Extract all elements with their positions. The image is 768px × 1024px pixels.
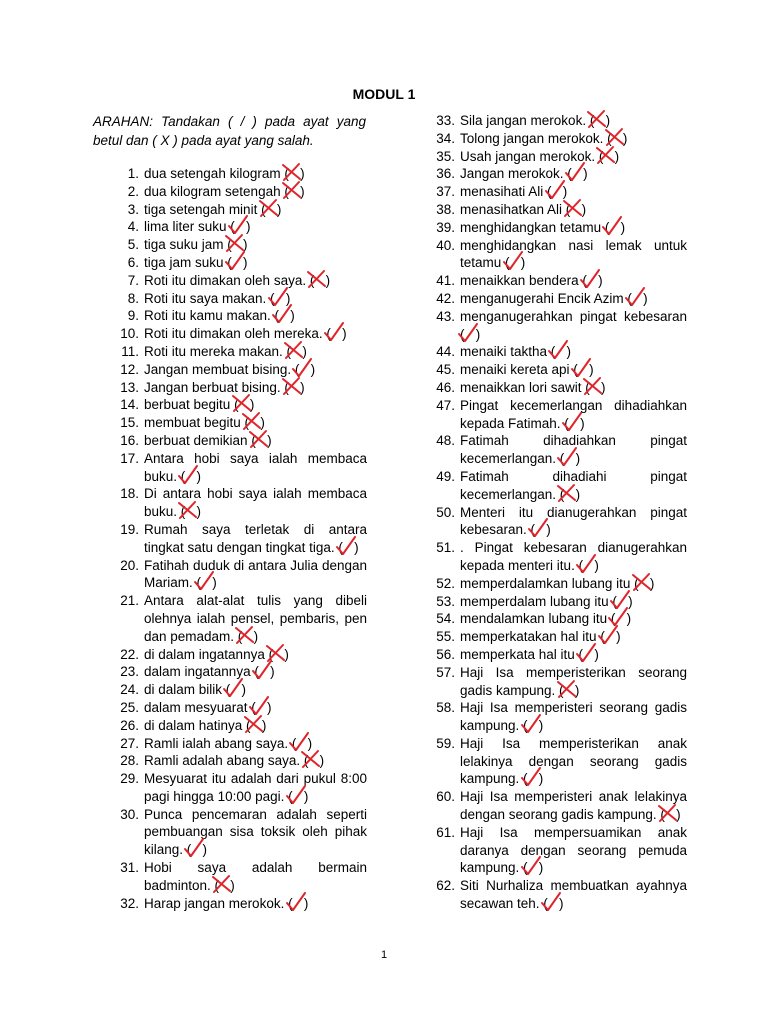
question-number: 46.: [436, 379, 455, 395]
question-text: Roti itu kamu makan. (: [144, 308, 280, 324]
question-text-wrap: [144, 254, 367, 272]
question-item: [113, 859, 367, 895]
question-text: menganugerahkan pingat kebesaran (: [460, 308, 687, 342]
closing-paren: ): [299, 361, 316, 377]
question-number: 56.: [436, 646, 455, 662]
question-item: [113, 717, 367, 735]
question-text: menaikkan lori sawit (: [460, 379, 590, 395]
closing-paren: ): [296, 735, 313, 751]
question-text-wrap: [460, 788, 687, 824]
question-number: 41.: [436, 273, 455, 289]
closing-paren: ): [611, 130, 628, 146]
closing-paren: ): [288, 166, 305, 181]
closing-paren: ): [330, 326, 347, 342]
question-text-wrap: [144, 236, 367, 254]
question-number: 37.: [436, 184, 455, 200]
question-text: menasihatkan Ali (: [460, 201, 571, 217]
closing-paren: ): [185, 468, 202, 484]
question-text: Ramli ialah abang saya. (: [144, 735, 297, 751]
question-text: memperkatakan hal itu (: [460, 629, 605, 645]
question-text: Roti itu dimakan oleh saya. (: [144, 272, 315, 288]
question-item: [429, 699, 687, 735]
question-number: 48.: [436, 433, 455, 449]
closing-paren: ): [291, 343, 307, 359]
closing-paren: ): [231, 237, 248, 253]
closing-paren: ): [288, 183, 305, 199]
question-text: Antara alat-alat tulis yang dibeli olehnya ialah pensel, pembaris, pen dan pemadam. (: [144, 593, 367, 644]
question-text: . Pingat kebesaran dianugerahkan kepada menteri itu. (: [460, 540, 687, 573]
question-text: berbuat begitu (: [144, 397, 239, 413]
question-number: 30.: [120, 806, 139, 822]
question-text-wrap: [460, 432, 687, 468]
question-text-wrap: [460, 735, 687, 788]
question-text: tiga setengah minit (: [144, 201, 266, 217]
question-text: lima liter suku (: [144, 219, 235, 235]
question-number: 49.: [436, 468, 455, 484]
question-item: [429, 201, 687, 219]
closing-paren: ): [586, 273, 603, 289]
question-number: 12.: [120, 361, 139, 377]
closing-paren: ): [185, 504, 202, 520]
question-text-wrap: [460, 290, 687, 308]
question-text-wrap: [144, 290, 367, 308]
question-text-wrap: [460, 575, 687, 593]
question-item: [113, 343, 367, 361]
closing-paren: ): [527, 771, 544, 787]
question-text-wrap: [460, 219, 687, 237]
question-text: di dalam hatinya (: [144, 717, 251, 733]
question-item: [113, 592, 367, 645]
closing-paren: ): [535, 522, 551, 538]
question-item: [429, 735, 687, 788]
closing-paren: ): [234, 219, 251, 235]
question-text: berbuat demikian (: [144, 432, 256, 448]
question-text: tiga jam suku (: [144, 254, 232, 270]
question-item: [113, 290, 367, 308]
question-text-wrap: [144, 663, 367, 681]
question-item: [113, 521, 367, 557]
question-number: 40.: [436, 237, 455, 253]
question-number: 61.: [436, 824, 455, 840]
closing-paren: ): [547, 896, 564, 912]
question-text-wrap: [460, 504, 687, 540]
question-number: 8.: [127, 290, 139, 306]
question-text-wrap: [460, 824, 687, 877]
question-item: [113, 752, 367, 770]
question-item: [429, 610, 687, 628]
question-number: 4.: [127, 219, 139, 235]
question-item: [429, 219, 687, 237]
question-text-wrap: [460, 361, 687, 379]
question-number: 24.: [120, 682, 139, 698]
question-text: Tolong jangan merokok. (: [460, 130, 612, 146]
closing-paren: ): [527, 718, 544, 734]
question-number: 14.: [120, 397, 139, 413]
question-item: [429, 272, 687, 290]
left-question-column: [113, 165, 367, 912]
question-item: [113, 557, 367, 593]
question-number: 43.: [436, 308, 455, 324]
question-text-wrap: [144, 770, 367, 806]
question-number: 35.: [436, 148, 455, 164]
question-item: [113, 735, 367, 753]
question-number: 45.: [436, 362, 455, 378]
closing-paren: ): [563, 682, 580, 698]
question-number: 57.: [436, 664, 455, 680]
question-text-wrap: [144, 859, 367, 895]
closing-paren: ): [231, 254, 248, 270]
question-item: [113, 770, 367, 806]
question-item: [429, 308, 687, 344]
question-number: 5.: [127, 237, 139, 253]
closing-paren: ): [342, 539, 359, 555]
question-item: [113, 165, 367, 183]
question-text: memperdalamkan lubang itu (: [460, 575, 639, 591]
question-number: 59.: [436, 735, 455, 751]
question-text: membuat begitu (: [144, 415, 250, 431]
question-text-wrap: [460, 539, 687, 575]
question-text-wrap: [144, 521, 367, 557]
closing-paren: ): [564, 451, 581, 467]
closing-paren: ): [568, 415, 585, 431]
closing-paren: ): [609, 219, 626, 235]
question-number: 53.: [436, 593, 455, 609]
closing-paren: ): [292, 788, 309, 804]
question-number: 31.: [120, 860, 139, 876]
question-text-wrap: [460, 664, 687, 700]
question-text-wrap: [144, 361, 367, 379]
question-number: 1.: [127, 166, 139, 181]
closing-paren: ): [577, 362, 594, 378]
question-item: [113, 806, 367, 859]
question-item: [113, 361, 367, 379]
closing-paren: ): [288, 379, 305, 395]
closing-paren: ): [308, 753, 325, 769]
question-item: [429, 112, 687, 130]
question-number: 32.: [120, 895, 139, 911]
question-number: 44.: [436, 344, 455, 360]
question-text: Sila jangan merokok. (: [460, 113, 595, 128]
question-number: 25.: [120, 699, 139, 715]
closing-paren: ): [238, 397, 255, 413]
question-text: Fatimah dihadiahkan pingat kecemerlangan. (: [460, 433, 687, 467]
instruction: ARAHAN: Tandakan ( / ) pada ayat yang betul dan ( X ) pada ayat yang salah.: [93, 114, 366, 148]
closing-paren: ): [219, 877, 235, 893]
question-text-wrap: [144, 325, 367, 343]
question-text: menasihati Ali (: [460, 184, 552, 200]
question-item: [429, 379, 687, 397]
question-item: [429, 468, 687, 504]
question-number: 58.: [436, 700, 455, 716]
closing-paren: ): [583, 557, 599, 573]
question-text: Punca pencemaran adalah seperti pembuangan sisa toksik oleh pihak kilang. (: [144, 806, 367, 858]
question-item: [113, 414, 367, 432]
question-text: Siti Nurhaliza membuatkan ayahnya secawan teh. (: [460, 878, 687, 912]
question-number: 22.: [120, 646, 139, 662]
closing-paren: ): [638, 575, 655, 591]
closing-paren: ): [589, 379, 606, 395]
question-text-wrap: [460, 397, 687, 433]
question-text-wrap: [460, 593, 687, 611]
closing-paren: ): [564, 486, 581, 502]
question-item: [113, 183, 367, 201]
question-text-wrap: [460, 699, 687, 735]
question-number: 18.: [120, 486, 139, 502]
question-item: [113, 646, 367, 664]
question-item: [429, 130, 687, 148]
page-title: MODUL 1: [352, 86, 416, 102]
question-number: 34.: [436, 130, 455, 146]
closing-paren: ): [249, 415, 265, 431]
question-text: Roti itu saya makan. (: [144, 290, 275, 306]
question-text: mendalamkan lubang itu (: [460, 611, 616, 627]
question-item: [429, 343, 687, 361]
question-text: tiga suku jam (: [144, 237, 232, 253]
question-text: Roti itu dimakan oleh mereka. (: [144, 326, 331, 342]
question-item: [429, 290, 687, 308]
closing-paren: ): [274, 290, 291, 306]
question-text-wrap: [144, 592, 367, 645]
question-text: Harap jangan merokok. (: [144, 895, 293, 911]
question-text: Jangan merokok. (: [460, 166, 572, 182]
question-item: [429, 148, 687, 166]
question-text-wrap: [144, 557, 367, 593]
question-text-wrap: [144, 752, 367, 770]
question-item: [429, 361, 687, 379]
question-item: [429, 824, 687, 877]
closing-paren: ): [555, 344, 572, 360]
closing-paren: ): [191, 842, 208, 858]
question-item: [113, 681, 367, 699]
question-text-wrap: [144, 735, 367, 753]
closing-paren: ): [527, 860, 544, 876]
question-item: [113, 272, 367, 290]
question-text: dua kilogram setengah (: [144, 183, 289, 199]
question-text-wrap: [144, 450, 367, 486]
question-item: [113, 325, 367, 343]
question-item: [429, 646, 687, 664]
question-number: 6.: [127, 254, 139, 270]
question-item: [429, 432, 687, 468]
closing-paren: ): [292, 895, 309, 911]
question-item: [429, 593, 687, 611]
closing-paren: ): [464, 326, 481, 342]
question-item: [113, 485, 367, 521]
question-item: [429, 788, 687, 824]
closing-paren: ): [664, 807, 681, 823]
question-text-wrap: [460, 646, 687, 664]
question-text-wrap: [460, 201, 687, 219]
question-text-wrap: [144, 717, 367, 735]
question-text-wrap: [144, 379, 367, 397]
question-text-wrap: [460, 877, 687, 913]
right-question-column: [429, 112, 687, 913]
question-text: Mesyuarat itu adalah dari pukul 8:00 pagi hingga 10:00 pagi. (: [144, 771, 367, 804]
question-item: [429, 237, 687, 273]
closing-paren: ): [279, 308, 295, 324]
question-number: 28.: [120, 753, 139, 769]
closing-paren: ): [265, 201, 282, 217]
question-text: menaikkan bendera (: [460, 273, 587, 289]
question-text-wrap: [460, 237, 687, 273]
question-item: [429, 628, 687, 646]
question-number: 7.: [127, 272, 139, 288]
question-text-wrap: [460, 272, 687, 290]
question-text: Menteri itu dianugerahkan pingat kebesaran. (: [460, 504, 687, 538]
question-number: 52.: [436, 575, 455, 591]
closing-paren: ): [258, 664, 275, 680]
question-text: menghidangkan tetamu (: [460, 219, 610, 235]
question-text: menaiki kereta api (: [460, 362, 578, 378]
question-number: 36.: [436, 166, 455, 182]
question-number: 10.: [120, 326, 139, 342]
question-number: 54.: [436, 611, 455, 627]
question-text: Haji Isa memperisteri seorang gadis kampung. (: [460, 700, 687, 734]
question-number: 16.: [120, 432, 139, 448]
question-item: [429, 664, 687, 700]
question-number: 19.: [120, 521, 139, 537]
question-number: 20.: [120, 557, 139, 573]
question-text-wrap: [144, 165, 367, 183]
question-text-wrap: [144, 183, 367, 201]
question-text: Haji Isa memperisteri anak lelakinya dengan seorang gadis kampung. (: [460, 789, 687, 823]
question-item: [429, 504, 687, 540]
question-text: Fatimah dihadiahi pingat kecemerlangan. (: [460, 468, 687, 502]
closing-paren: ): [603, 148, 620, 164]
question-text: dua setengah kilogram (: [144, 166, 289, 181]
closing-paren: ): [604, 629, 621, 645]
question-text-wrap: [460, 130, 687, 148]
question-text-wrap: [460, 112, 687, 130]
question-number: 29.: [120, 771, 139, 787]
question-text: Haji Isa memperisterikan seorang gadis kampung. (: [460, 664, 687, 698]
question-text: Antara hobi saya ialah membaca buku. (: [144, 450, 367, 484]
question-text-wrap: [144, 432, 367, 450]
question-number: 11.: [121, 343, 139, 359]
question-text: Fatihah duduk di antara Julia dengan Mariam. (: [144, 557, 367, 591]
question-text: di dalam bilik (: [144, 682, 231, 698]
closing-paren: ): [242, 628, 259, 644]
question-text-wrap: [144, 201, 367, 219]
question-text: Di antara hobi saya ialah membaca buku. (: [144, 486, 367, 520]
closing-paren: ): [615, 611, 632, 627]
question-text: Haji Isa memperisterikan anak lelakinya dengan seorang gadis kampung. (: [460, 735, 687, 787]
question-text: dalam ingatannya (: [144, 664, 259, 680]
question-text: menganugerahi Encik Azim (: [460, 290, 632, 306]
question-number: 55.: [436, 629, 455, 645]
question-text: memperdalam lubang itu (: [460, 593, 617, 609]
question-number: 2.: [127, 183, 139, 199]
closing-paren: ): [594, 113, 611, 128]
question-number: 50.: [436, 504, 455, 520]
question-text-wrap: [144, 218, 367, 236]
question-item: [429, 539, 687, 575]
question-text: dalam mesyuarat (: [144, 699, 256, 715]
closing-paren: ): [571, 166, 588, 182]
question-text: Ramli adalah abang saya. (: [144, 753, 309, 769]
question-number: 23.: [120, 664, 139, 680]
question-number: 27.: [120, 735, 139, 751]
question-item: [429, 183, 687, 201]
question-text: Usah jangan merokok. (: [460, 148, 604, 164]
question-number: 13.: [120, 379, 139, 395]
question-text-wrap: [144, 895, 367, 913]
question-item: [429, 575, 687, 593]
question-item: [113, 895, 367, 913]
question-text: Haji Isa mempersuamikan anak daranya dengan seorang pemuda kampung. (: [460, 824, 687, 876]
closing-paren: ): [570, 201, 587, 217]
question-number: 21.: [120, 593, 139, 609]
closing-paren: ): [509, 255, 526, 271]
question-text-wrap: [144, 343, 367, 361]
closing-paren: ): [255, 432, 272, 448]
question-text: Jangan membuat bising. (: [144, 361, 300, 377]
question-item: [429, 397, 687, 433]
question-item: [429, 877, 687, 913]
question-text: memperkata hal itu (: [460, 646, 584, 662]
question-number: 26.: [120, 717, 139, 733]
closing-paren: ): [551, 184, 568, 200]
closing-paren: ): [230, 682, 247, 698]
question-number: 38.: [436, 201, 455, 217]
closing-paren: ): [314, 272, 331, 288]
question-text: Hobi saya adalah bermain badminton. (: [144, 860, 367, 893]
question-text: Pingat kecemerlangan dihadiahkan kepada Fatimah. (: [460, 397, 687, 431]
closing-paren: ): [631, 290, 648, 306]
question-item: [113, 450, 367, 486]
question-number: 60.: [436, 789, 455, 805]
closing-paren: ): [201, 575, 217, 591]
question-number: 3.: [127, 201, 139, 217]
question-number: 51.: [436, 540, 455, 556]
question-number: 42.: [436, 290, 455, 306]
question-text-wrap: [144, 485, 367, 521]
closing-paren: ): [250, 717, 267, 733]
closing-paren: ): [583, 646, 599, 662]
question-number: 9.: [127, 308, 139, 324]
question-text-wrap: [144, 806, 367, 859]
question-text: Roti itu mereka makan. (: [144, 343, 292, 359]
question-number: 17.: [120, 450, 139, 466]
question-text: menaiki taktha (: [460, 344, 556, 360]
question-number: 33.: [436, 113, 455, 128]
question-text: Jangan berbuat bising. (: [144, 379, 289, 395]
question-number: 39.: [436, 219, 455, 235]
question-number: 47.: [436, 397, 455, 413]
question-text-wrap: [460, 308, 687, 344]
question-number: 62.: [436, 878, 455, 894]
closing-paren: ): [273, 646, 289, 662]
question-item: [113, 699, 367, 717]
page-number: 1: [380, 949, 388, 961]
question-number: 15.: [120, 415, 139, 431]
question-text: menghidangkan nasi lemak untuk tetamu (: [460, 237, 687, 271]
closing-paren: ): [255, 699, 272, 715]
question-text-wrap: [460, 165, 687, 183]
question-text-wrap: [460, 610, 687, 628]
question-text-wrap: [144, 272, 367, 290]
question-text: di dalam ingatannya (: [144, 646, 274, 662]
question-item: [113, 432, 367, 450]
closing-paren: ): [616, 593, 633, 609]
question-text-wrap: [460, 468, 687, 504]
question-text: Rumah saya terletak di antara tingkat satu dengan tingkat tiga. (: [144, 521, 367, 555]
question-text-wrap: [460, 379, 687, 397]
